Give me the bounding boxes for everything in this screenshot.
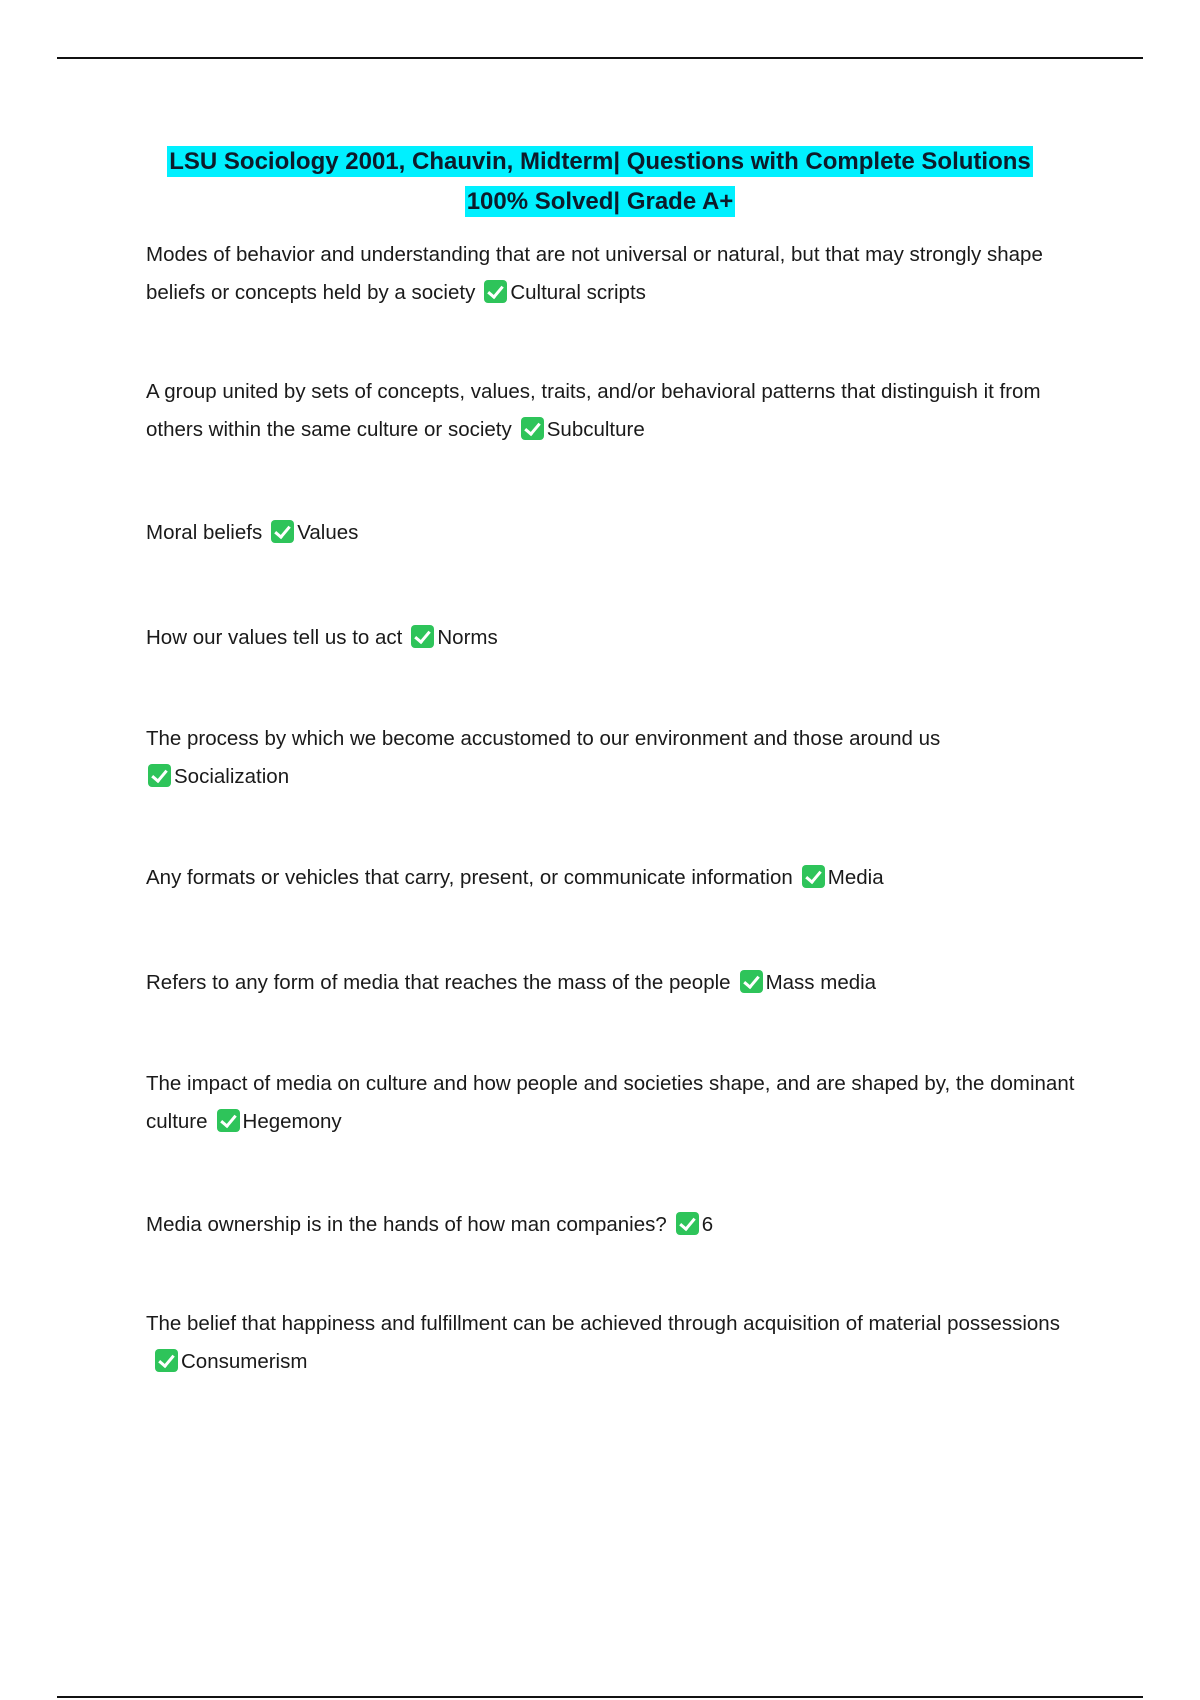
qa-item-8: [146, 1065, 1086, 1141]
answer-text: Values: [297, 521, 359, 544]
green-checkmark-icon: [740, 970, 763, 993]
green-checkmark-icon: [676, 1212, 699, 1235]
question-text: A group united by sets of concepts, values, traits, and/or behavioral patterns that distinguish it from others within the same culture or society: [146, 380, 1041, 441]
question-text: The impact of media on culture and how people and societies shape, and are shaped by, the dominant culture: [146, 1072, 1075, 1133]
green-checkmark-icon: [521, 417, 544, 440]
green-checkmark-icon: [484, 280, 507, 303]
answer-text: Hegemony: [242, 1110, 342, 1133]
qa-item-9: [146, 1206, 1086, 1244]
qa-item-1: [146, 236, 1086, 312]
question-text: Moral beliefs: [146, 521, 263, 544]
green-checkmark-icon: [411, 625, 434, 648]
header-rule: [57, 57, 1143, 59]
question-text: The process by which we become accustomed to our environment and those around us: [146, 727, 941, 750]
answer-text: Consumerism: [181, 1350, 308, 1373]
green-checkmark-icon: [217, 1109, 240, 1132]
question-text: How our values tell us to act: [146, 626, 403, 649]
answer-text: Cultural scripts: [510, 281, 646, 304]
qa-item-4: [146, 619, 1086, 657]
qa-item-5: [146, 720, 1086, 796]
title-line-2: 100% Solved| Grade A+: [466, 188, 734, 215]
question-text: The belief that happiness and fulfillment can be achieved through acquisition of material possessions: [146, 1312, 1060, 1335]
answer-text: Media: [827, 866, 884, 889]
answer-text: Socialization: [174, 765, 290, 788]
document-title: [100, 142, 1100, 222]
question-text: Media ownership is in the hands of how man companies?: [146, 1213, 667, 1236]
green-checkmark-icon: [271, 520, 294, 543]
question-text: Refers to any form of media that reaches the mass of the people: [146, 971, 731, 994]
question-text: Any formats or vehicles that carry, present, or communicate information: [146, 866, 793, 889]
qa-item-2: [146, 373, 1086, 449]
qa-item-10: [146, 1305, 1086, 1381]
answer-text: 6: [701, 1213, 714, 1236]
footer-rule: [57, 1696, 1143, 1698]
green-checkmark-icon: [155, 1349, 178, 1372]
answer-text: Norms: [437, 626, 498, 649]
qa-item-6: [146, 859, 1086, 897]
green-checkmark-icon: [148, 764, 171, 787]
question-text: Modes of behavior and understanding that are not universal or natural, but that may strongly shape beliefs or concepts held by a society: [146, 243, 1043, 304]
title-line-1: LSU Sociology 2001, Chauvin, Midterm| Questions with Complete Solutions: [169, 148, 1031, 175]
answer-text: Subculture: [546, 418, 645, 441]
green-checkmark-icon: [802, 865, 825, 888]
qa-item-7: [146, 964, 1086, 1002]
answer-text: Mass media: [765, 971, 877, 994]
qa-item-3: [146, 514, 1086, 552]
